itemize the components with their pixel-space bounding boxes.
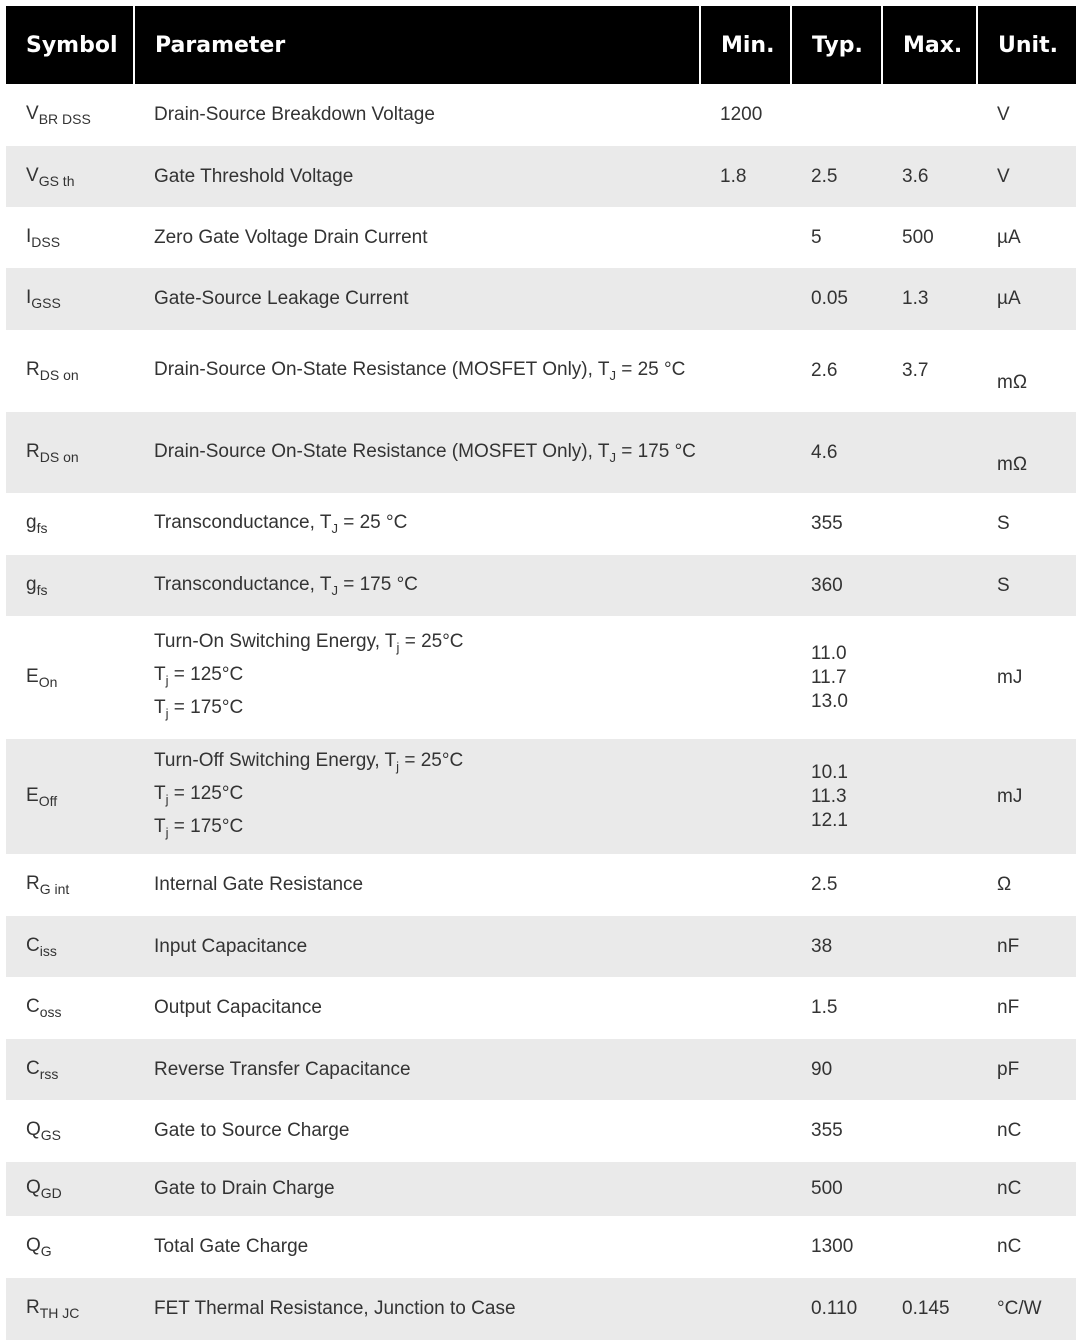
symbol-base: I [26, 225, 32, 247]
symbol-subscript: G int [39, 881, 70, 897]
cell-parameter [134, 916, 700, 977]
symbol-base: R [26, 440, 40, 462]
symbol-subscript: G [40, 1243, 52, 1259]
typ-value: 4.6 [811, 441, 838, 463]
table-row [6, 330, 1076, 412]
cell-unit [977, 84, 1076, 146]
cell-unit [977, 207, 1076, 268]
cell-unit [977, 616, 1076, 739]
table-row [6, 268, 1076, 330]
cell-min [700, 493, 791, 555]
unit-value: mΩ [997, 372, 1028, 393]
typ-value: 0.05 [811, 288, 848, 309]
parameter-line: Input Capacitance [154, 935, 308, 957]
unit-value: Ω [997, 874, 1012, 895]
symbol-base: E [26, 784, 39, 806]
parameter-line: Gate to Source Charge [154, 1120, 350, 1141]
symbol-base: C [26, 934, 40, 956]
unit-value: mJ [997, 666, 1023, 688]
typ-value: 0.110 [811, 1298, 858, 1319]
cell-symbol [6, 1216, 134, 1278]
cell-parameter [134, 412, 700, 493]
cell-unit [977, 1100, 1076, 1162]
cell-symbol [6, 330, 134, 412]
cell-max: 3.7 [902, 360, 929, 381]
symbol-base: g [26, 512, 37, 533]
cell-parameter [134, 616, 700, 739]
cell-symbol [6, 555, 134, 616]
typ-value: 2.5 [811, 874, 838, 895]
cell-parameter [134, 268, 700, 330]
symbol-subscript: GS th [38, 172, 75, 189]
symbol-base: R [26, 359, 40, 380]
cell-symbol [6, 854, 134, 916]
cell-min [700, 1216, 791, 1278]
cell-symbol [6, 1100, 134, 1162]
symbol-base: Q [26, 1235, 41, 1256]
cell-max [882, 1039, 977, 1100]
parameter-line: Transconductance, $T_J = 25$ °C [154, 512, 408, 536]
symbol-subscript: iss [39, 942, 57, 959]
cell-symbol [6, 1039, 134, 1100]
cell-typ [791, 616, 882, 739]
cell-max [882, 1100, 977, 1162]
cell-min [700, 739, 791, 854]
cell-unit [977, 412, 1076, 493]
cell-symbol [6, 412, 134, 493]
cell-typ [791, 84, 882, 146]
cell-symbol [6, 1278, 134, 1340]
symbol-base: V [26, 164, 39, 186]
cell-min [700, 1039, 791, 1100]
unit-value: V [997, 104, 1010, 125]
cell-parameter [134, 207, 700, 268]
parameter-line: Transconductance, $T_J = 175$ °C [154, 573, 418, 598]
typ-value: 13.0 [811, 690, 848, 712]
cell-parameter [134, 1278, 700, 1340]
parameter-line: $T_j = 125^\circ C$ [154, 783, 244, 807]
symbol-base: g [26, 573, 37, 595]
cell-min [700, 854, 791, 916]
cell-min [700, 916, 791, 977]
table-row [6, 854, 1076, 916]
unit-value: V [997, 165, 1010, 187]
cell-min: 1.8 [700, 146, 791, 207]
cell-min [700, 268, 791, 330]
table-body [6, 84, 1076, 1340]
cell-typ [791, 1100, 882, 1162]
cell-typ [791, 493, 882, 555]
cell-symbol [6, 916, 134, 977]
cell-typ [791, 977, 882, 1039]
symbol-subscript: Off [38, 792, 58, 809]
table-row [6, 84, 1076, 146]
unit-value: mΩ [997, 453, 1028, 475]
header-typ: Typ. [791, 6, 882, 84]
unit-value: nC [997, 1120, 1022, 1141]
table-row [6, 1100, 1076, 1162]
cell-max: 500 [902, 226, 934, 248]
parameter-line: Reverse Transfer Capacitance [154, 1058, 411, 1080]
cell-typ [791, 146, 882, 207]
cell-unit [977, 268, 1076, 330]
cell-parameter [134, 555, 700, 616]
table-row [6, 1162, 1076, 1216]
cell-max [882, 1216, 977, 1278]
unit-value: nF [997, 935, 1020, 957]
cell-min [700, 330, 791, 412]
cell-typ [791, 1278, 882, 1340]
symbol-base: V [26, 103, 39, 124]
symbol-subscript: GSS [31, 295, 61, 311]
symbol-subscript: DS on [39, 367, 79, 383]
cell-max: 0.145 [882, 1278, 977, 1340]
unit-value: S [997, 513, 1010, 534]
table-row [6, 493, 1076, 555]
cell-max [882, 84, 977, 146]
symbol-base: Q [26, 1119, 41, 1140]
typ-value: 11.0 [811, 642, 847, 664]
parameter-line: $T_j = 175^\circ C$ [154, 816, 244, 840]
symbol-subscript: TH JC [39, 1305, 80, 1321]
typ-value: 5 [811, 226, 822, 248]
cell-symbol [6, 493, 134, 555]
mosfet-parameters-table [6, 6, 1076, 1340]
header-unit: Unit. [977, 6, 1076, 84]
cell-unit [977, 977, 1076, 1039]
symbol-base: C [26, 1057, 40, 1079]
cell-symbol [6, 207, 134, 268]
table-row [6, 739, 1076, 854]
typ-value: 360 [811, 574, 843, 596]
cell-max [882, 1162, 977, 1216]
unit-value: pF [997, 1058, 1020, 1080]
cell-max [882, 616, 977, 739]
header-min: Min. [700, 6, 791, 84]
cell-min [700, 412, 791, 493]
symbol-base: C [26, 996, 40, 1017]
table-row [6, 916, 1076, 977]
table-row [6, 555, 1076, 616]
parameter-line: FET Thermal Resistance, Junction to Case [154, 1298, 516, 1319]
symbol-base: R [26, 1297, 40, 1318]
cell-symbol [6, 84, 134, 146]
cell-typ [791, 854, 882, 916]
typ-value: 12.1 [811, 809, 848, 831]
unit-value: µA [997, 226, 1021, 248]
symbol-subscript: rss [39, 1065, 59, 1082]
parameter-line: Drain-Source On-State Resistance (MOSFET Only), $T_J = 25$ °C [154, 359, 686, 383]
cell-min [700, 207, 791, 268]
symbol-base: Q [26, 1177, 41, 1198]
typ-value: 10.1 [811, 761, 848, 783]
cell-typ [791, 412, 882, 493]
cell-max [882, 977, 977, 1039]
cell-min [700, 555, 791, 616]
cell-typ [791, 1162, 882, 1216]
typ-value: 355 [811, 1120, 843, 1141]
unit-value: µA [997, 288, 1021, 309]
header-max: Max. [882, 6, 977, 84]
cell-typ [791, 268, 882, 330]
symbol-subscript: GS [40, 1127, 62, 1143]
typ-value: 2.5 [811, 165, 838, 187]
cell-symbol [6, 739, 134, 854]
cell-typ [791, 555, 882, 616]
typ-value: 38 [811, 935, 833, 957]
cell-parameter [134, 1162, 700, 1216]
cell-max: 3.6 [882, 146, 977, 207]
cell-min: 1200 [720, 104, 763, 125]
typ-value: 1300 [811, 1236, 854, 1257]
cell-typ [791, 1216, 882, 1278]
cell-typ [791, 207, 882, 268]
parameter-line: Turn-Off Switching Energy, $T_j = 25^\circ C$ [154, 750, 464, 774]
cell-unit [977, 493, 1076, 555]
typ-value: 1.5 [811, 997, 838, 1018]
unit-value: nC [997, 1236, 1022, 1257]
table-row [6, 1039, 1076, 1100]
typ-value: 90 [811, 1058, 833, 1080]
cell-parameter [134, 1216, 700, 1278]
cell-unit [977, 1216, 1076, 1278]
cell-min [700, 977, 791, 1039]
parameter-line: Total Gate Charge [154, 1236, 309, 1257]
cell-max [882, 412, 977, 493]
table-row [6, 207, 1076, 268]
cell-min [700, 1162, 791, 1216]
symbol-base: I [26, 287, 32, 308]
cell-symbol [6, 977, 134, 1039]
header-row [6, 6, 1076, 84]
cell-parameter [134, 146, 700, 207]
cell-parameter [134, 1100, 700, 1162]
parameter-line: Turn-On Switching Energy, $T_j = 25^\circ C$ [154, 631, 464, 655]
symbol-subscript: DS on [39, 448, 79, 465]
cell-unit [977, 1162, 1076, 1216]
cell-typ [791, 916, 882, 977]
parameter-line: $T_j = 125^\circ C$ [154, 664, 244, 688]
header-parameter: Parameter [134, 6, 700, 84]
cell-unit [977, 916, 1076, 977]
cell-min [700, 616, 791, 739]
symbol-subscript: On [38, 673, 58, 690]
unit-value: S [997, 574, 1010, 596]
symbol-base: R [26, 873, 40, 894]
cell-unit [977, 146, 1076, 207]
cell-max [882, 493, 977, 555]
symbol-base: E [26, 665, 39, 687]
table-row [6, 1278, 1076, 1340]
cell-max [882, 854, 977, 916]
unit-value: mJ [997, 785, 1023, 807]
cell-max [882, 555, 977, 616]
cell-symbol [6, 268, 134, 330]
table-row [6, 616, 1076, 739]
cell-max [882, 916, 977, 977]
symbol-subscript: GD [40, 1185, 62, 1201]
parameter-line: Drain-Source On-State Resistance (MOSFET Only), $T_J = 175$ °C [154, 440, 696, 465]
table-row [6, 146, 1076, 207]
typ-value: 11.3 [811, 785, 847, 807]
typ-value: 2.6 [811, 360, 838, 381]
unit-value: °C/W [997, 1298, 1042, 1319]
symbol-subscript: fs [36, 581, 48, 598]
cell-min [700, 1100, 791, 1162]
symbol-subscript: DSS [31, 233, 61, 250]
cell-unit [977, 1278, 1076, 1340]
table-row [6, 412, 1076, 493]
cell-min [700, 1278, 791, 1340]
cell-symbol [6, 1162, 134, 1216]
cell-parameter [134, 977, 700, 1039]
table-row [6, 1216, 1076, 1278]
unit-value: nC [997, 1178, 1022, 1199]
parameter-line: $T_j = 175^\circ C$ [154, 697, 244, 721]
cell-unit [977, 739, 1076, 854]
cell-parameter [134, 493, 700, 555]
symbol-subscript: BR DSS [38, 111, 91, 127]
cell-max: 1.3 [882, 268, 977, 330]
symbol-subscript: fs [36, 520, 48, 536]
parameter-line: Internal Gate Resistance [154, 874, 364, 895]
cell-parameter [134, 330, 700, 412]
symbol-subscript: oss [39, 1004, 62, 1020]
cell-typ [791, 1039, 882, 1100]
cell-unit [977, 555, 1076, 616]
cell-unit [977, 854, 1076, 916]
cell-parameter [134, 739, 700, 854]
unit-value: nF [997, 997, 1020, 1018]
typ-value: 355 [811, 513, 843, 534]
cell-unit [977, 1039, 1076, 1100]
header-symbol: Symbol [6, 6, 134, 84]
parameter-line: Drain-Source Breakdown Voltage [154, 104, 435, 125]
parameter-line: Zero Gate Voltage Drain Current [154, 226, 428, 248]
cell-parameter [134, 854, 700, 916]
cell-max [882, 739, 977, 854]
parameter-line: Gate Threshold Voltage [154, 165, 354, 187]
table-row [6, 977, 1076, 1039]
cell-symbol [6, 616, 134, 739]
cell-typ [791, 739, 882, 854]
cell-parameter [134, 84, 700, 146]
cell-unit [977, 330, 1076, 412]
cell-typ [791, 330, 882, 412]
typ-value: 500 [811, 1178, 843, 1199]
parameter-line: Gate to Drain Charge [154, 1178, 335, 1199]
parameter-line: Gate-Source Leakage Current [154, 288, 409, 309]
typ-value: 11.7 [811, 666, 847, 688]
parameter-line: Output Capacitance [154, 997, 322, 1018]
cell-parameter [134, 1039, 700, 1100]
cell-symbol [6, 146, 134, 207]
